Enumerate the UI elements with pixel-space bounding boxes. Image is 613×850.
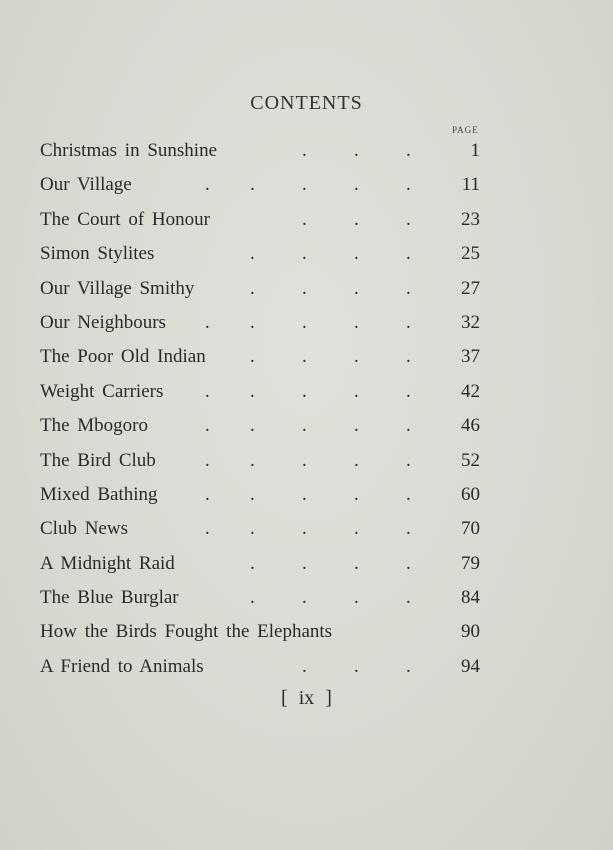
- toc-entry-page: 27: [461, 277, 480, 299]
- toc-entry-page: 52: [461, 449, 480, 471]
- toc-entry: [40, 377, 480, 411]
- toc-entry-title: The Mbogoro: [40, 415, 149, 437]
- contents-heading: CONTENTS: [250, 92, 363, 114]
- toc-entry-title: Weight Carriers: [40, 380, 164, 402]
- toc-entry-page: 46: [461, 415, 480, 437]
- toc-entry-title: Our Village Smithy: [40, 277, 195, 299]
- table-of-contents: [40, 136, 480, 686]
- toc-entry: [40, 583, 480, 617]
- toc-leader-dots: . . . . .: [205, 415, 411, 437]
- toc-entry-page: 90: [461, 621, 480, 643]
- toc-entry: [40, 136, 480, 170]
- toc-entry-title: A Midnight Raid: [40, 552, 175, 574]
- toc-leader-dots: . . . . .: [205, 174, 411, 196]
- toc-entry-page: 84: [461, 587, 480, 609]
- toc-entry-page: 70: [461, 518, 480, 540]
- toc-entry-title: The Poor Old Indian: [40, 346, 206, 368]
- toc-leader-dots: . . . . .: [205, 311, 411, 333]
- toc-entry: [40, 446, 480, 480]
- toc-entry-page: 42: [461, 380, 480, 402]
- toc-entry: [40, 411, 480, 445]
- toc-leader-dots: . . . .: [250, 346, 411, 368]
- toc-entry-title: The Bird Club: [40, 449, 156, 471]
- toc-leader-dots: [40, 617, 480, 647]
- toc-leader-dots: . . . .: [250, 552, 411, 574]
- toc-entry: [40, 652, 480, 686]
- toc-entry: [40, 170, 480, 204]
- toc-entry-page: 60: [461, 483, 480, 505]
- toc-entry-page: 25: [461, 243, 480, 265]
- toc-entry-page: 32: [461, 311, 480, 333]
- toc-entry-page: 94: [461, 655, 480, 677]
- toc-entry-title: A Friend to Animals: [40, 655, 204, 677]
- toc-entry-page: 23: [461, 208, 480, 230]
- toc-entry-title: The Blue Burglar: [40, 587, 179, 609]
- toc-leader-dots: . . . .: [250, 587, 411, 609]
- page-folio: [ ix ]: [281, 687, 332, 709]
- toc-leader-dots: . . .: [302, 140, 411, 161]
- toc-leader-dots: . . . . .: [205, 380, 411, 402]
- toc-entry-page: 37: [461, 346, 480, 368]
- toc-entry-page: 11: [461, 174, 480, 196]
- toc-entry-title: Simon Stylites: [40, 243, 155, 265]
- toc-entry-title: Mixed Bathing: [40, 483, 158, 505]
- toc-entry: [40, 274, 480, 308]
- toc-entry-page: 1: [470, 140, 480, 161]
- toc-leader-dots: . . . .: [250, 243, 411, 265]
- toc-leader-dots: . . . . .: [205, 449, 411, 471]
- page-column-label: PAGE: [452, 125, 479, 135]
- toc-entry-page: 79: [461, 552, 480, 574]
- toc-entry-title: Our Neighbours: [40, 311, 166, 333]
- toc-entry-title: The Court of Honour: [40, 208, 210, 230]
- toc-leader-dots: . . . . .: [205, 518, 411, 540]
- toc-entry: [40, 205, 480, 239]
- toc-entry-title: Christmas in Sunshine: [40, 140, 218, 161]
- toc-entry: [40, 549, 480, 583]
- toc-entry: [40, 617, 480, 651]
- toc-entry: [40, 342, 480, 376]
- toc-entry: [40, 308, 480, 342]
- toc-leader-dots: . . . .: [250, 277, 411, 299]
- toc-entry-title: How the Birds Fought the Elephants: [40, 621, 333, 643]
- toc-entry-title: Our Village: [40, 174, 132, 196]
- toc-entry: [40, 514, 480, 548]
- toc-entry-title: Club News: [40, 518, 128, 540]
- toc-leader-dots: . . .: [302, 208, 411, 230]
- toc-entry: [40, 239, 480, 273]
- toc-leader-dots: . . .: [302, 655, 411, 677]
- toc-leader-dots: . . . . .: [205, 483, 411, 505]
- toc-entry: [40, 480, 480, 514]
